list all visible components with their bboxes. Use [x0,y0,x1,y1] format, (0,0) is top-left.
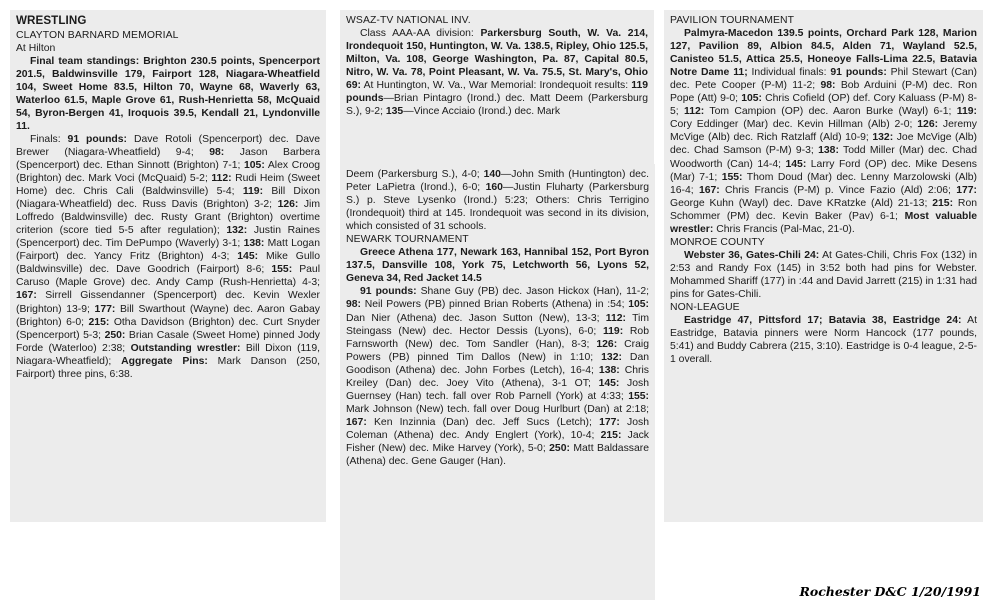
match-result: Cory Eddinger (Mar) dec. Kevin Hillman (Alb) 2-0; [670,119,918,131]
finals-list [16,134,320,380]
event-heading: WSAZ-TV NATIONAL INV. [346,15,471,26]
weight-class-label: 105: [244,160,265,172]
match-result: Rob Farnsworth (New) dec. Tom Sandler (Han), 8-3; [346,325,649,350]
weight-class-label: 177: [94,303,116,315]
match-result: Jason Barbera (Spencerport) dec. Ethan Sinnott (Brighton) 7-1; [16,146,320,172]
weight-class-label: 250: [549,442,570,454]
match-result: Tom Campion (OP) dec. Aaron Burke (Wayl) 6-1; [704,106,957,118]
nonleague-text: At Eastridge, Batavia pinners were Norm Hancock (177 pounds, 5:41) and Buddy Cabrera (215, 3:10). Eastridge is 0-4 league, 2-5-1 overall. [670,315,978,366]
match-result: Alex Croog (Brighton) dec. Mark Voci (McQuaid) 5-2; [16,160,321,185]
weight-class-label: 215: [88,316,110,328]
weight-class-label: 132: [226,225,248,237]
weight-class-label: 135 [385,106,404,118]
weight-class-label: 126: [277,199,299,211]
match-result: —John Smith (Huntington) dec. Peter LaPietra (Irond.), 6-0; [346,169,649,194]
clipping-newark [340,164,655,600]
monroe-text: At Gates-Chili, Chris Fox (132) in 2:53 and Randy Fox (145) in 3:52 both had pins for Webster. Mohammed Shariff (177) in :44 and David Jarrett (215) in 1:31 had pins for Gates-Chili. [670,249,977,300]
match-result: Craig Powers (PB) pinned Tim Dallos (New) in 1:10; [346,338,649,363]
results-intro: At Huntington, W. Va., War Memorial: Irondequoit results: [361,80,632,92]
newark-standings-text: Greece Athena 177, Newark 163, Hannibal 152, Port Byron 137.5, Dansville 108, York 75, Letchworth 56, Lyons 52, Geneva 34, Red Jacket 14.5 [346,247,649,285]
match-result: Matt Baldassare (Athena) dec. Gene Gauger (Han). [346,442,649,468]
team-standings [16,55,320,133]
weight-class-label: 126: [917,119,939,131]
newark-results [346,285,649,468]
match-result: George Kuhn (Wayl) dec. Dave KRatzke (Ald) 21-13; [670,197,933,209]
weight-class-label: 112: [211,173,232,185]
weight-class-label: 155: [721,171,743,183]
weight-class-label: 132: [601,351,622,363]
match-result: Ken Inzinnia (Dan) dec. Jeff Sucs (Letch); [366,416,600,428]
weight-class-label: 119: [242,186,264,198]
cont-lead: Deem (Parkersburg S.), 4-0; [346,169,484,180]
match-result: Todd Miller (Mar) dec. Chad Woodworth (Can) 14-4; [670,145,977,170]
event-heading-nonleague: NON-LEAGUE [670,302,740,314]
weight-class-label: 140 [483,169,501,180]
match-result: Jim Loffredo (Baldwinsville) dec. Rusty Grant (Brighton) overtime criterion (score tied 5-5 after regulation); [16,199,320,237]
event-heading-newark: NEWARK TOURNAMENT [346,234,469,246]
weight-class-label: 119: [956,106,977,118]
match-result: Matt Logan (Fairport) dec. Yancy Fritz (Brighton) 4-3; [16,238,320,263]
weight-class-label: Most valuable wrestler: [670,210,978,235]
weight-class-label: 132: [872,132,894,144]
match-result: Bill Dixon (119, Niagara-Wheatfield); [16,342,320,367]
weight-class-label: 138: [243,238,265,250]
weight-class-label: 145: [785,158,807,170]
match-result: Shane Guy (PB) dec. Jason Hickox (Han), 11-2; [416,286,649,298]
wsaz-continued [346,168,649,233]
pavilion-results-list [670,67,977,235]
match-result: Neil Powers (PB) pinned Brian Roberts (Athena) in :54; [361,299,629,311]
match-result: Otha Davidson (Brighton) dec. Curt Snyder (Spencerport) 5-3; [16,316,320,341]
weight-class-label: 177: [599,416,620,428]
weight-class-label: 215: [932,197,954,209]
match-result: —Vince Acciaio (Irond.) dec. Mark [403,106,561,118]
match-result: Dan Nier (Athena) dec. Jason Sutton (New), 13-3; [346,312,606,324]
match-result: Jeremy McVige (Alb) dec. Rich Ratzlaff (Ald) 10-9; [670,119,977,144]
weight-class-label: 177: [956,184,977,196]
pavilion-standings: Palmyra-Macedon 139.5 points, Orchard Park 128, Marion 127, Pavilion 89, Albion 84.5, Alden 71, Wayland 52.5, Canisteo 51.5, Attica 25.5, Honeoye Falls-Lima 22.5, Batavia Notre Dame 11; [670,28,977,79]
match-result: Justin Raines (Spencerport) dec. Tim DePumpo (Waverly) 3-1; [16,225,320,250]
source-caption: Rochester D&C 1/20/1991 [799,584,981,599]
standings-label: Final team standings: [30,55,140,67]
weight-class-label: 112: [684,106,705,118]
pavilion-results [670,27,977,236]
match-result: Chris Francis (Pal-Mac, 21-0). [713,223,855,235]
weight-class-label: 126: [596,338,618,350]
match-result: Ron Schommer (PM) dec. Kevin Baker (Pav) 6-1; [670,197,977,222]
weight-class-label: 91 pounds: [67,133,128,145]
class-results [346,27,648,118]
match-result: Sirrell Gissendanner (Spencerport) dec. Kevin Wexler (Brighton) 13-9; [16,290,320,315]
weight-class-label: 167: [346,416,367,428]
finals-results [16,133,320,381]
event-heading-pavilion: PAVILION TOURNAMENT [670,15,795,26]
match-result: Josh Guernsey (Han) tech. fall over Rob Parnell (York) at 4:33; [346,377,650,402]
match-result: Joe McVige (Alb) dec. Chad Samson (P-M) 9-3; [670,132,977,157]
standings-text: Brighton 230.5 points, Spencerport 201.5, Baldwinsville 179, Fairport 128, Niagara-Wheatfield 104, Sweet Home 83.5, Hilton 70, Wayne 68, Waverly 63, Waterloo 61.5, Maple Grove 61, Rush-Henrietta 58, McQuaid 54, Byron-Bergen 41, Iroquois 39.5, Kendall 21, Lyndonville 11. [16,55,321,132]
weight-class-label: 91 pounds: [830,67,887,79]
match-result: Chris Cofield (OP) def. Cory Kaluass (P-M) 8-5; [670,93,977,118]
match-result: Dan Goodison (Athena) dec. John Forbes (Letch), 16-4; [346,351,649,376]
weight-class-label: 138: [818,145,839,157]
clipping-wsaz-tv [340,10,654,165]
weight-class-label: 160 [485,182,503,194]
match-result: Chris Francis (P-M) p. Vince Fazio (Ald) 2:06; [719,184,957,196]
match-result: Brian Casale (Sweet Home) pinned Jody Forde (Waterloo) 2:38; [16,329,320,354]
match-result: Jack Fisher (New) dec. Mike Harvey (York), 5-0; [346,429,649,454]
weight-class-label: Outstanding wrestler: [130,342,241,354]
match-result: Mark Danson (250, Fairport) three pins, 6:38. [16,355,320,380]
match-result: Phil Stewart (Can) dec. Pete Cooper (P-M) 11-2; [670,67,977,92]
weight-class-label: 250: [104,329,126,341]
weight-class-label: 145: [598,377,620,389]
weight-class-label: 98: [346,299,362,311]
class-label: Class AAA-AA division: [360,28,474,40]
weight-class-label: 167: [16,290,37,302]
match-result: Bill Dixon (Niagara-Wheatfield) dec. Russ Davis (Brighton) 3-2; [16,186,320,211]
nonleague-results [670,314,977,366]
match-result: Larry Ford (OP) dec. Mike Desens (Mar) 7-1; [670,158,977,183]
weight-class-label: 98: [820,80,836,92]
match-result: Mark Johnson (New) tech. fall over Doug Hurlburt (Dan) at 2:18; [346,403,649,415]
nonleague-scores: Eastridge 47, Pittsford 17; Batavia 38, Eastridge 24: [684,315,962,327]
weight-class-label: 138: [598,364,620,376]
match-result: Tim Steingass (New) dec. Hector Dessis (Lyons), 6-0; [346,312,650,337]
weight-class-label: 105: [628,299,649,311]
location-line: At Hilton [16,42,56,54]
weight-class-label: 112: [605,312,626,324]
match-result: Bill Swarthout (Wayne) dec. Aaron Gabay (Brighton) 6-0; [16,303,320,328]
pavilion-lead: Individual finals: [747,67,831,79]
monroe-results [670,249,977,301]
weight-class-label: 155: [271,264,293,276]
class-standings: Parkersburg South, W. Va. 214, Irondequoit 150, Huntington, W. Va. 138.5, Ripley, Ohio 125.5, Milton, Va. 108, George Washington, Pa. 87, Capital 80.5, Nitro, W. Va. 78, Point Pleasant, W. Va. 75.5, St. Mary's, Ohio 69: [346,28,649,92]
match-result: Bob Arduini (P-M) dec. Ron Pope (Att) 9-0; [670,80,977,105]
clipping-pavilion [664,10,983,522]
newark-results-list [346,286,649,467]
event-heading: CLAYTON BARNARD MEMORIAL [16,29,179,41]
weight-class-label: Aggregate Pins: [121,355,208,367]
match-result: Paul Caruso (Maple Grove) dec. Andy Camp (Rush-Henrietta) 4-3; [16,264,320,289]
sport-heading: WRESTLING [16,14,87,27]
finals-lead: Finals: [30,133,68,145]
weight-class-label: 155: [628,390,649,402]
match-result: Chris Kreiley (Dan) dec. Joey Vito (Athena), 3-1 OT; [346,364,649,389]
clipping-clayton-barnard [10,10,326,522]
match-result: —Justin Fluharty (Parkersburg S.) p. Steve Lysenko (Irond.) 5:23; Others: Chris Terrigino (Irondequoit) third at 145. Irondequoit was second in its division, which consisted of 31 schools. [346,182,649,233]
match-result: —Brian Pintagro (Irond.) dec. Matt Deem (Parkersburg S.), 9-2; [346,93,648,118]
weight-class-label: 119 pounds [346,80,648,105]
weight-class-label: 215: [600,429,622,441]
newark-standings [346,246,649,285]
match-result: Thom Doud (Mar) dec. Lenny Marzolowski (Alb) 16-4; [670,171,977,196]
monroe-score: Webster 36, Gates-Chili 24: [684,249,820,261]
weight-class-label: 105: [741,93,762,105]
weight-class-label: 119: [602,325,624,337]
match-result: Dave Rotoli (Spencerport) dec. Dave Brewer (Niagara-Wheatfield) 9-4; [16,133,320,158]
match-result: Josh Coleman (Athena) dec. Andy Englert (York), 10-4; [346,416,649,441]
event-heading-monroe: MONROE COUNTY [670,236,765,248]
match-result: Mike Gullo (Baldwinsville) dec. Dave Goodrich (Fairport) 8-6; [16,251,321,276]
match-result: Rudi Heim (Sweet Home) dec. Chris Cali (Baldwinsville) 5-4; [16,173,321,198]
weight-class-label: 91 pounds: [360,286,417,298]
weight-class-label: 145: [237,251,259,263]
weight-class-label: 98: [209,146,225,158]
weight-class-label: 167: [698,184,720,196]
